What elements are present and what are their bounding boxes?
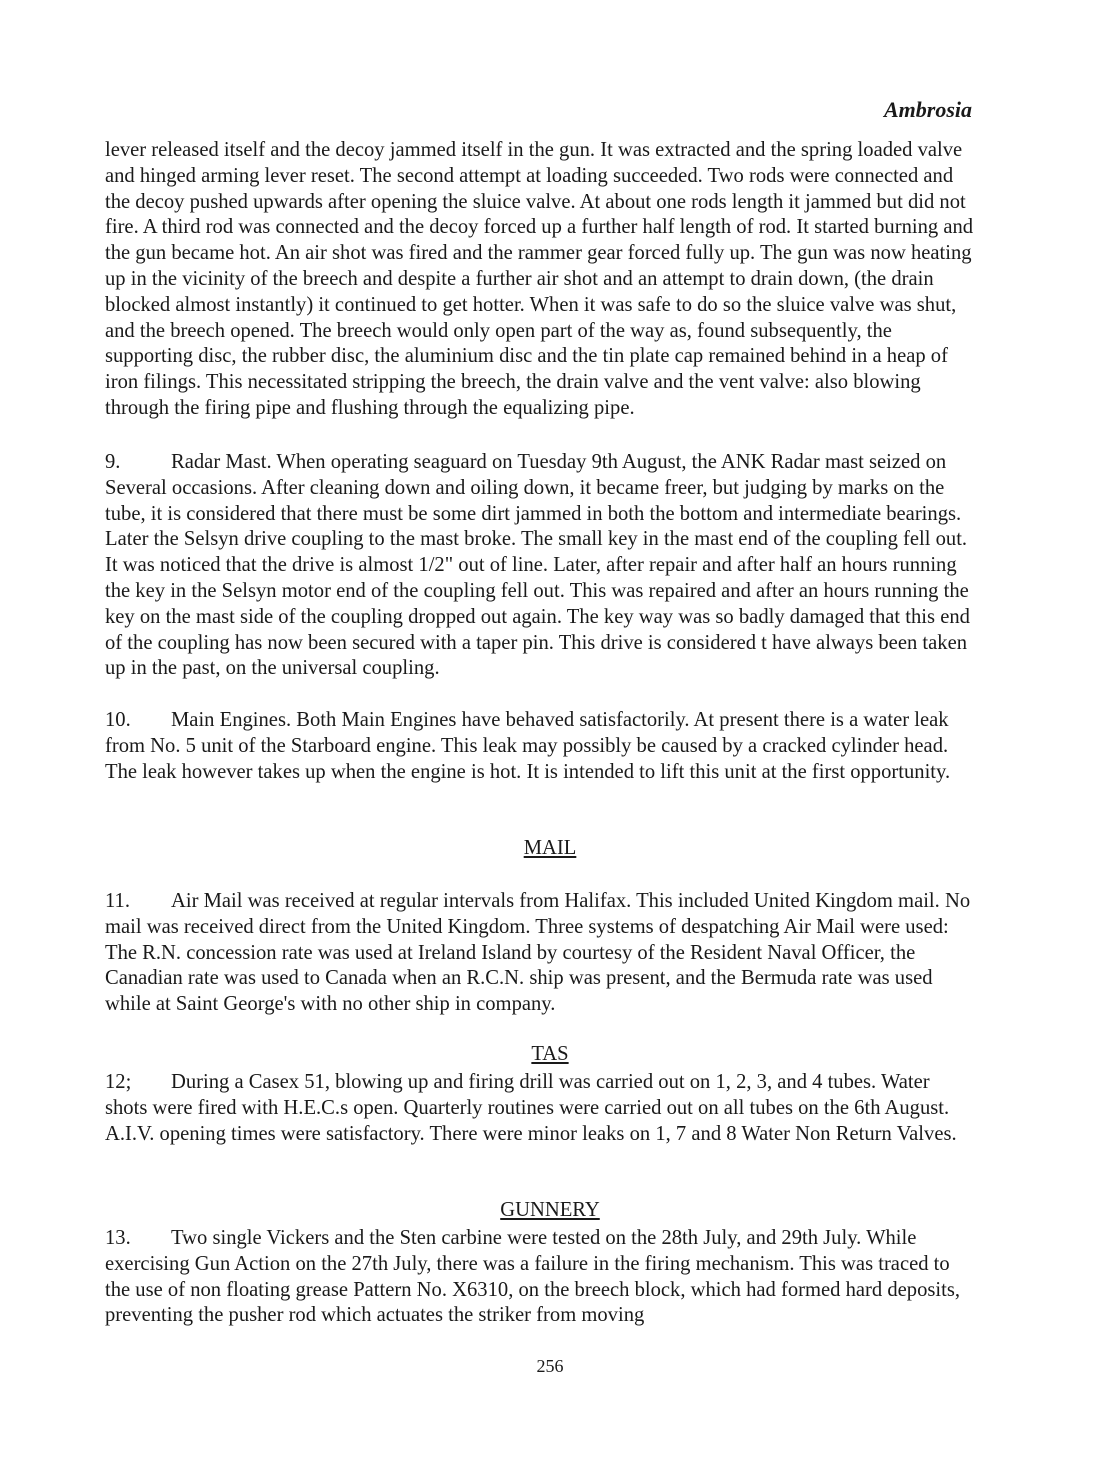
running-head: Ambrosia xyxy=(883,97,972,122)
paragraph-12 xyxy=(105,1070,975,1147)
intro-paragraph-text: lever released itself and the decoy jammed itself in the gun. It was extracted and the spring loaded valve and hinged arming lever reset. The second attempt at loading succeeded. Two rods were connected and the decoy pushed upwards after opening the sluice valve. At about one rods length it jammed but did not fire. A third rod was connected and the decoy forced up a further half length of rod. It started burning and the gun became hot. An air shot was fired and the rammer gear forced fully up. The gun was now heating up in the vicinity of the breech and despite a further air shot and an attempt to drain down, (the drain blocked almost instantly) it continued to get hotter. When it was safe to do so the sluice valve was shut, and the breech opened. The breech would only open part of the way as, found subsequently, the supporting disc, the rubber disc, the aluminium disc and the tin plate cap remained behind in a heap of iron filings. This necessitated stripping the breech, the drain valve and the vent valve: also blowing through the firing pipe and flushing through the equalizing pipe. xyxy=(105,139,974,419)
paragraph-text: Air Mail was received at regular intervals from Halifax. This included United Kingdom mail. No mail was received direct from the United Kingdom. Three systems of despatching Air Mail were used: The R.N. concession rate was used at Ireland Island by courtesy of the Resident Naval Officer, the Canadian rate was used to Canada when an R.C.N. ship was present, and the Bermuda rate was used while at Saint George's with no other ship in company. xyxy=(105,890,971,1016)
page-number: 256 xyxy=(536,1356,564,1376)
paragraph-number: 9. xyxy=(105,451,121,473)
paragraph-text: Main Engines. Both Main Engines have behaved satisfactorily. At present there is a water leak from No. 5 unit of the Starboard engine. This leak may possibly be caused by a cracked cylinder head. The leak however takes up when the engine is hot. It is intended to lift this unit at the first opportunity. xyxy=(105,709,951,783)
paragraph-text: Radar Mast. When operating seaguard on Tuesday 9th August, the ANK Radar mast seized on Several occasions. After cleaning down and oiling down, it became freer, but judging by marks on the tube, it is considered that there must be some dirt jammed in both the bottom and intermediate bearings. Later the Selsyn drive coupling to the mast broke. The small key in the mast end of the coupling fell out. It was noticed that the drive is almost 1/2" out of line. Later, after repair and after half an hours running the key in the Selsyn motor end of the coupling fell out. This was repaired and after an hours running the key on the mast side of the coupling dropped out again. The key way was so badly damaged that this end of the coupling has now been secured with a taper pin. This drive is considered t have always been taken up in the past, on the universal coupling. xyxy=(105,451,970,680)
paragraph-11 xyxy=(105,889,975,1018)
section-heading-mail: MAIL xyxy=(523,837,577,859)
paragraph-13 xyxy=(105,1226,975,1329)
paragraph-number: 12; xyxy=(105,1071,132,1093)
intro-paragraph xyxy=(105,138,975,422)
paragraph-number: 11. xyxy=(105,890,130,912)
section-heading-tas: TAS xyxy=(531,1043,569,1065)
paragraph-number: 13. xyxy=(105,1227,131,1249)
paragraph-text: During a Casex 51, blowing up and firing drill was carried out on 1, 2, 3, and 4 tubes. Water shots were fired with H.E.C.s open. Quarterly routines were carried out on all tubes on the 6th August. A.I.V. opening times were satisfactory. There were minor leaks on 1, 7 and 8 Water Non Return Valves. xyxy=(105,1071,957,1145)
paragraph-number: 10. xyxy=(105,709,131,731)
paragraph-text: Two single Vickers and the Sten carbine were tested on the 28th July, and 29th July. While exercising Gun Action on the 27th July, there was a failure in the firing mechanism. This was traced to the use of non floating grease Pattern No. X6310, on the breech block, which had formed hard deposits, preventing the pusher rod which actuates the striker from moving xyxy=(105,1227,960,1327)
paragraph-10 xyxy=(105,708,975,785)
paragraph-9 xyxy=(105,450,975,682)
section-heading-gunnery: GUNNERY xyxy=(500,1199,600,1221)
